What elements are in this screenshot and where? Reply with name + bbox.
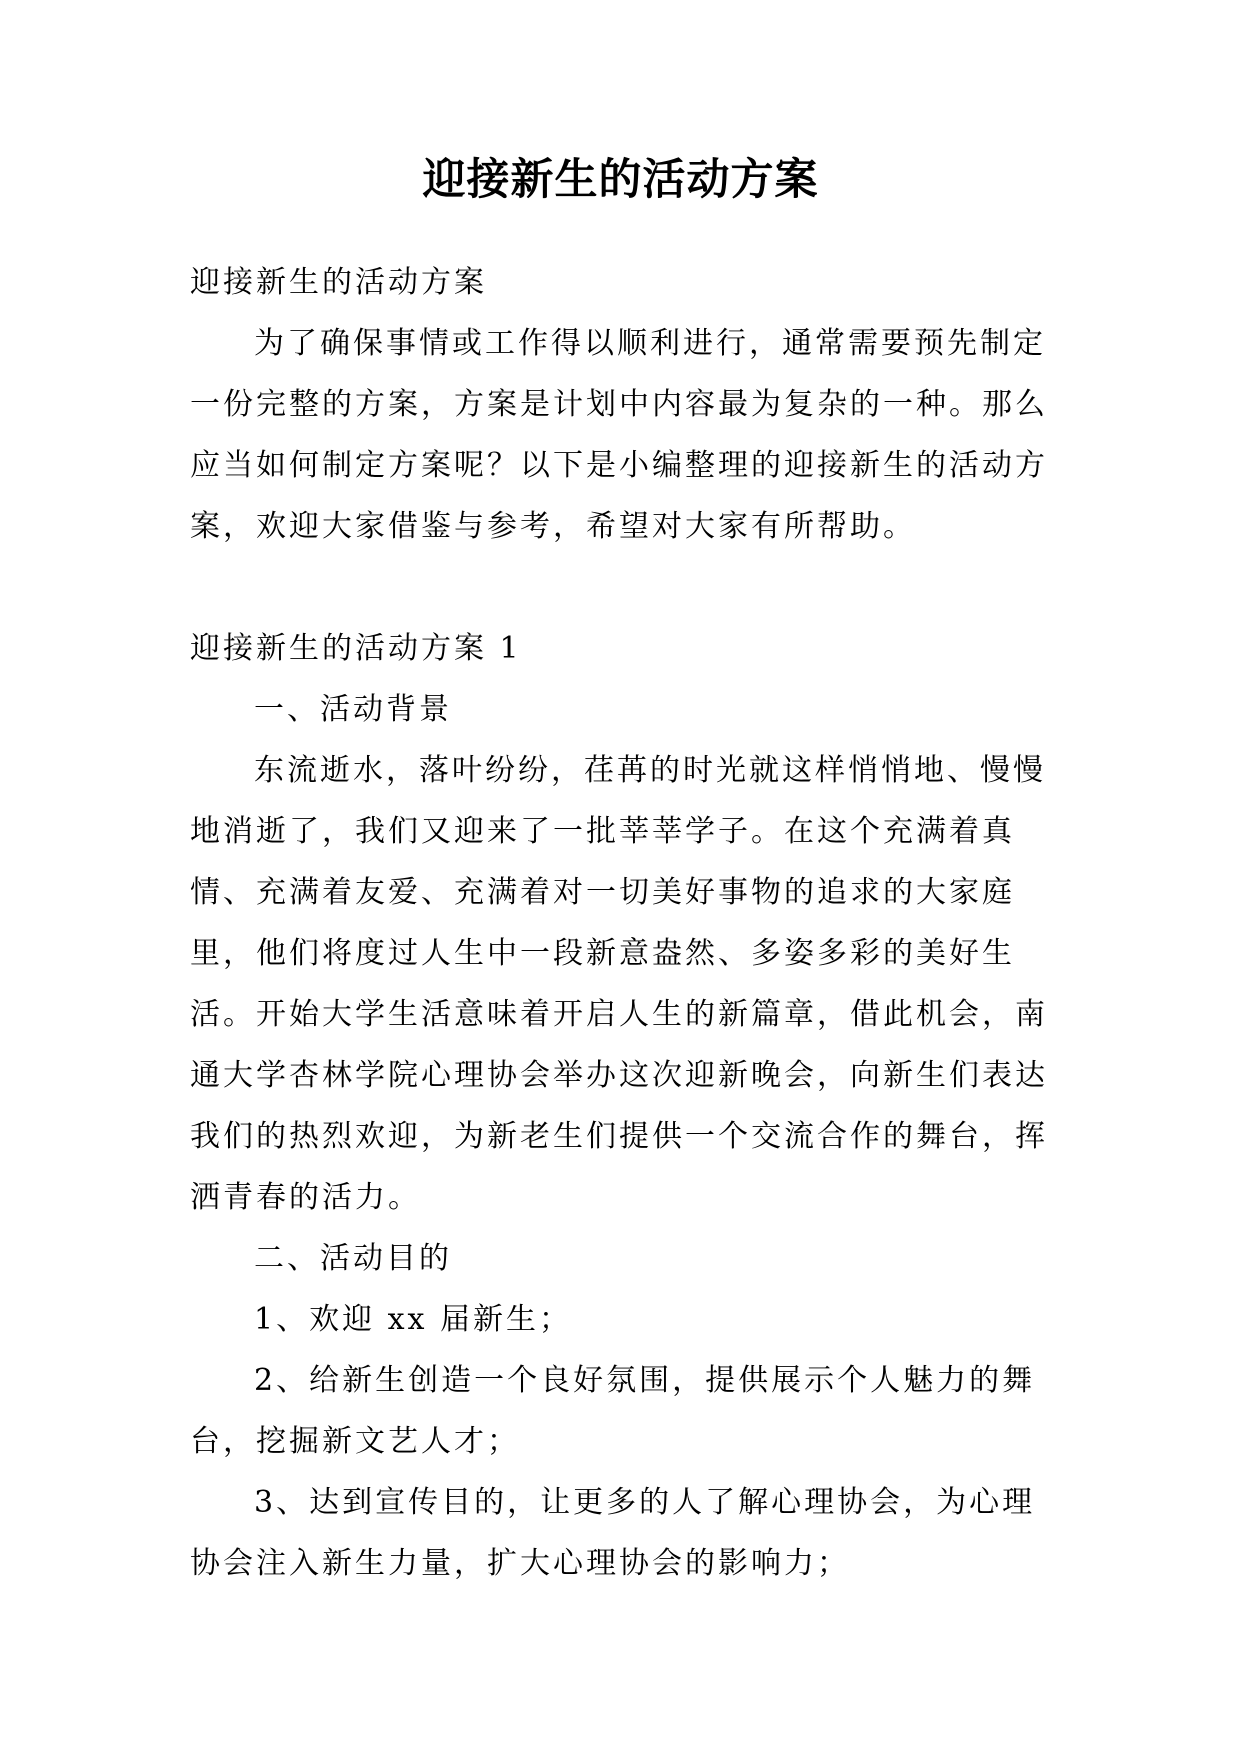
document-body [190,252,1056,1594]
heading-purpose: 二、活动目的 [254,1241,452,1276]
background-paragraph: 东流逝水，落叶纷纷，荏苒的时光就这样悄悄地、慢慢地消逝了，我们又迎来了一批莘莘学子。在这个充满着真情、充满着友爱、充满着对一切美好事物的追求的大家庭里，他们将度过人生中一段新意盎然、多姿多彩的美好生活。开始大学生活意味着开启人生的新篇章，借此机会，南通大学杏林学院心理协会举办这次迎新晚会，向新生们表达我们的热烈欢迎，为新老生们提供一个交流合作的舞台，挥洒青春的活力。 [190,753,1048,1215]
purpose-item-1: 1、欢迎 xx 届新生； [254,1302,572,1337]
heading-background: 一、活动背景 [254,692,452,727]
page-title: 迎接新生的活动方案 [422,155,819,205]
purpose-item-2: 2、给新生创造一个良好氛围，提供展示个人魅力的舞台，挖掘新文艺人才； [190,1363,1036,1459]
section-title: 迎接新生的活动方案 1 [190,631,522,666]
paragraph-spacer [190,557,1056,618]
purpose-item-3: 3、达到宣传目的，让更多的人了解心理协会，为心理协会注入新生力量，扩大心理协会的影响力； [190,1485,1036,1581]
document-subtitle: 迎接新生的活动方案 [190,265,487,300]
intro-paragraph: 为了确保事情或工作得以顺利进行，通常需要预先制定一份完整的方案，方案是计划中内容最为复杂的一种。那么应当如何制定方案呢？以下是小编整理的迎接新生的活动方案，欢迎大家借鉴与参考，希望对大家有所帮助。 [190,326,1048,544]
